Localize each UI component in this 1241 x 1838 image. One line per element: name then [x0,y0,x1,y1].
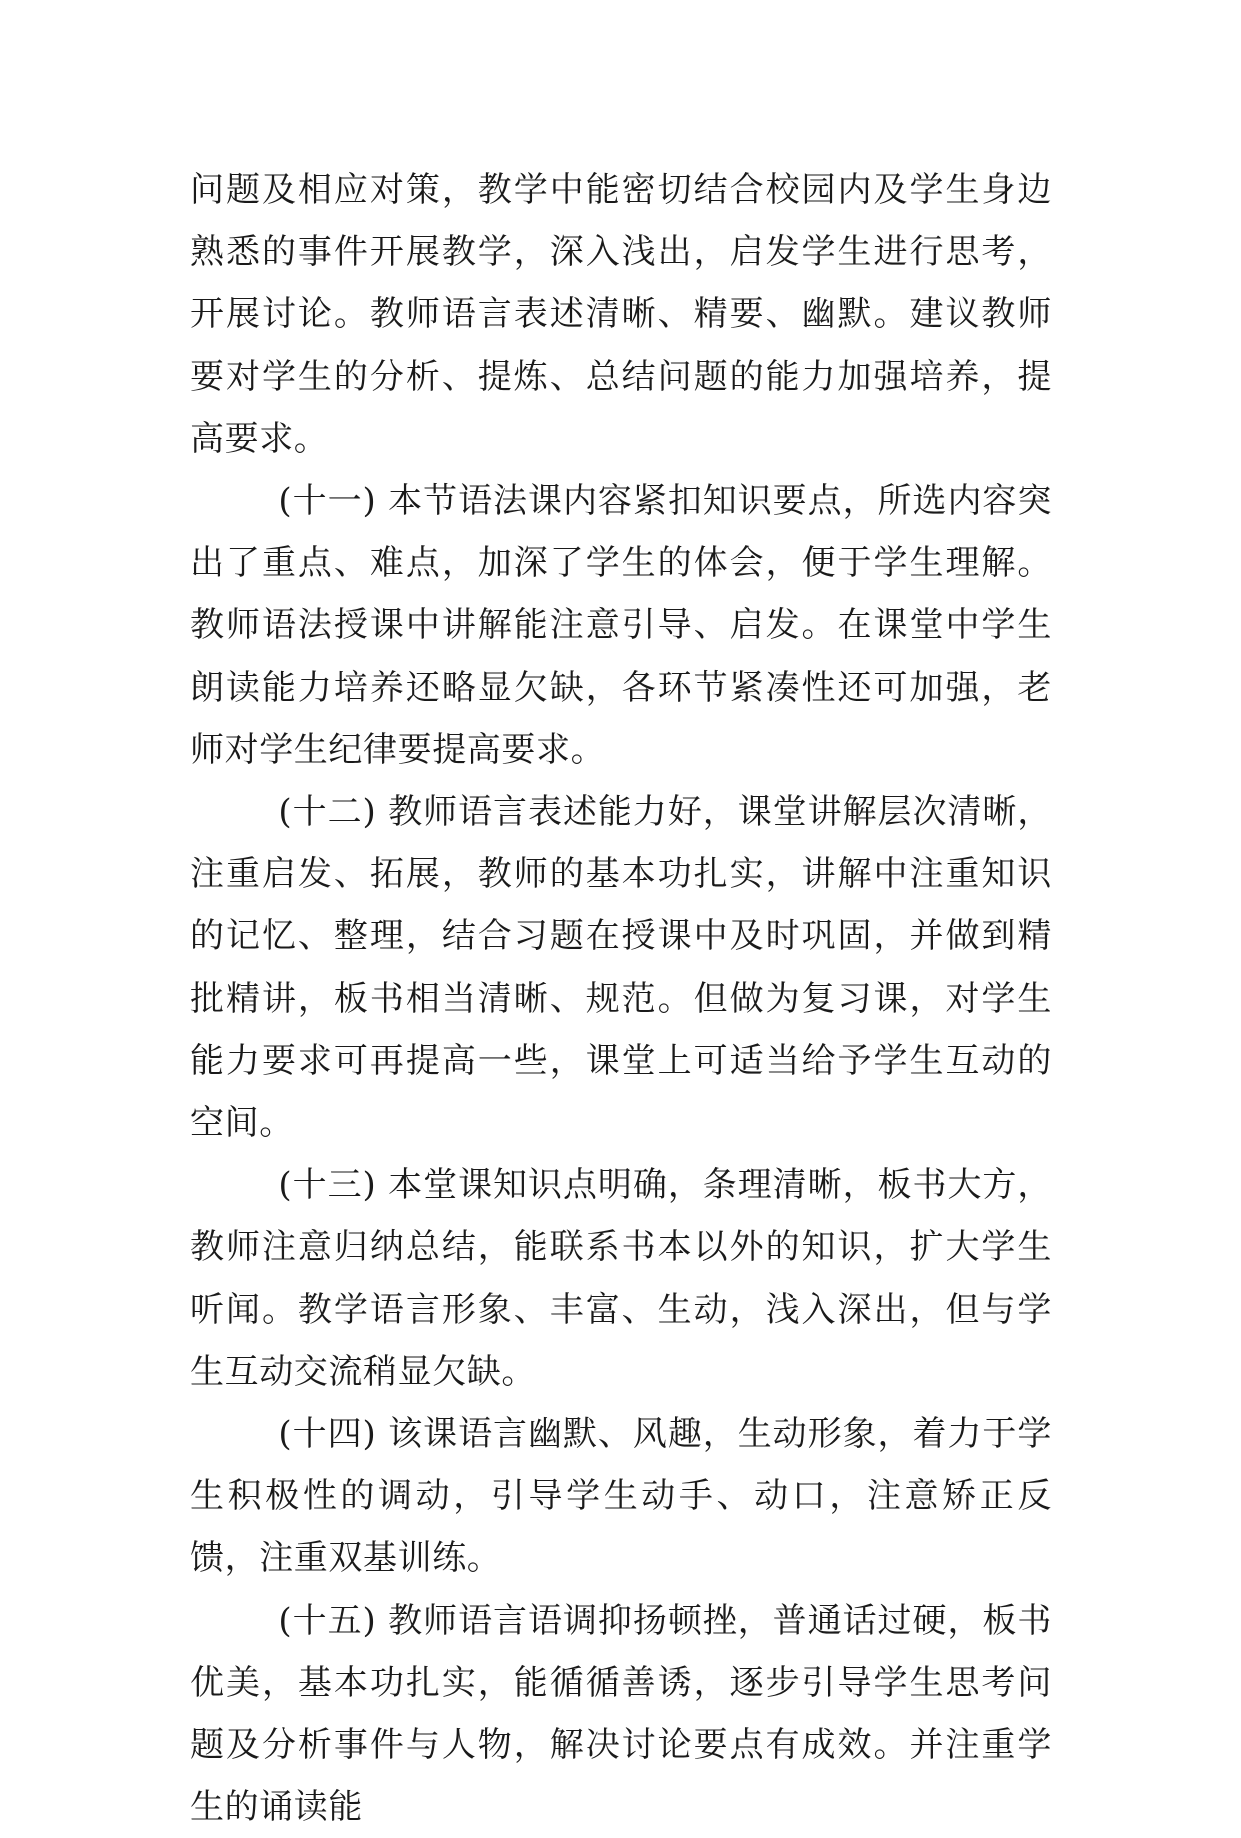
document-body [190,159,1052,1838]
paragraph-item-11: (十一) 本节语法课内容紧扣知识要点，所选内容突出了重点、难点，加深了学生的体会，便于学生理解。教师语法授课中讲解能注意引导、启发。在课堂中学生朗读能力培养还略显欠缺，各环节紧凑性还可加强，老师对学生纪律要提高要求。 [190,481,1052,770]
paragraph-item-15: (十五) 教师语言语调抑扬顿挫，普通话过硬，板书优美，基本功扎实，能循循善诱，逐步引导学生思考问题及分析事件与人物，解决讨论要点有成效。并注重学生的诵读能 [190,1600,1052,1828]
paragraph-item-14: (十四) 该课语言幽默、风趣，生动形象，着力于学生积极性的调动，引导学生动手、动口，注意矫正反馈，注重双基训练。 [190,1414,1052,1579]
paragraph-item-13: (十三) 本堂课知识点明确，条理清晰，板书大方，教师注意归纳总结，能联系书本以外的知识，扩大学生听闻。教学语言形象、丰富、生动，浅入深出，但与学生互动交流稍显欠缺。 [190,1165,1052,1392]
paragraph-item-12: (十二) 教师语言表述能力好，课堂讲解层次清晰，注重启发、拓展，教师的基本功扎实，讲解中注重知识的记忆、整理，结合习题在授课中及时巩固，并做到精批精讲，板书相当清晰、规范。但做为复习课，对学生能力要求可再提高一些，课堂上可适当给予学生互动的空间。 [190,792,1052,1144]
paragraph-continued: 问题及相应对策，教学中能密切结合校园内及学生身边熟悉的事件开展教学，深入浅出，启发学生进行思考，开展讨论。教师语言表述清晰、精要、幽默。建议教师要对学生的分析、提炼、总结问题的能力加强培养，提高要求。 [190,170,1052,459]
